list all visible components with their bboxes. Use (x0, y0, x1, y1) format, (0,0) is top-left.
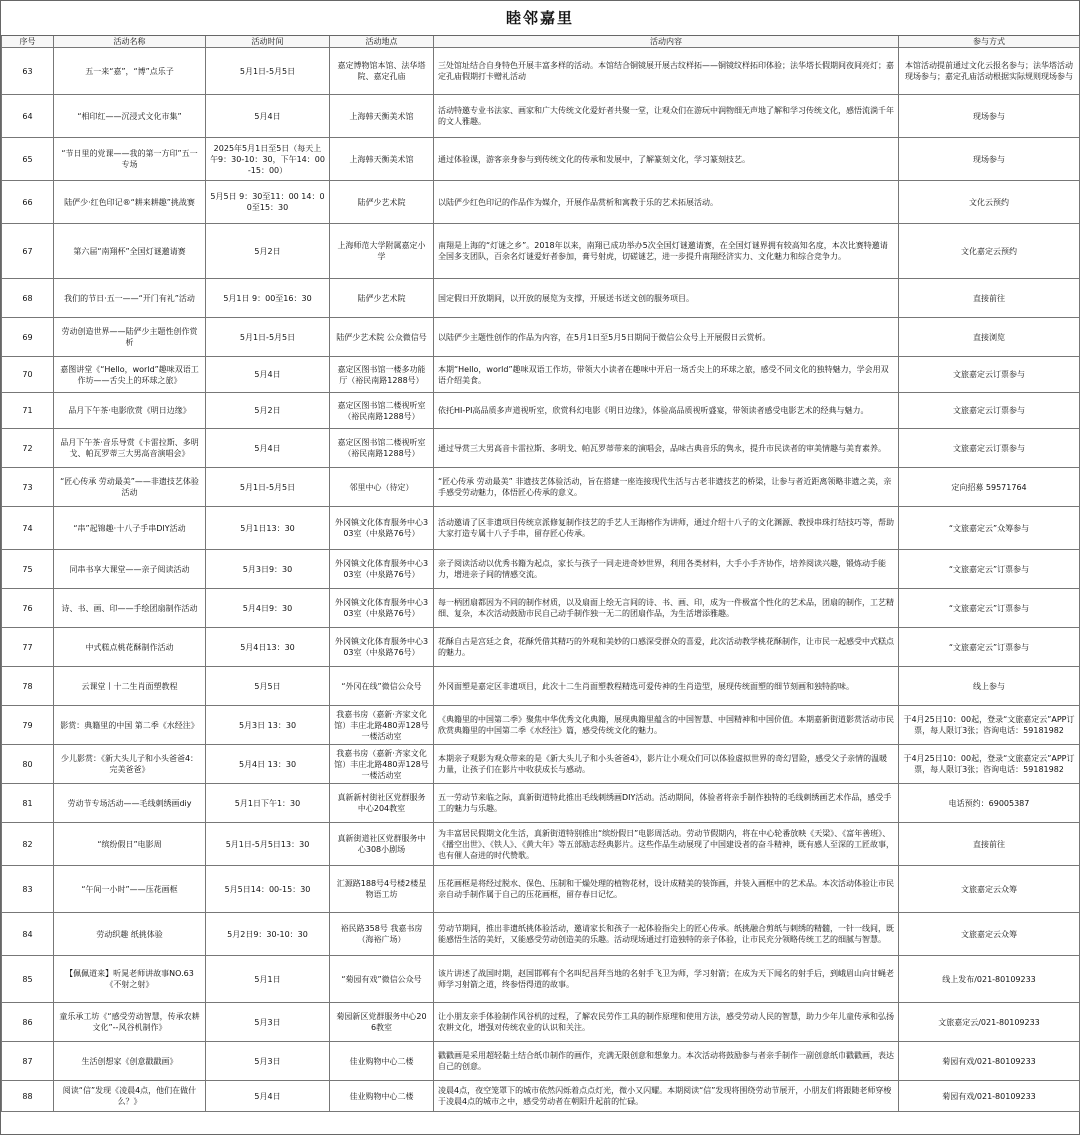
activity-place: 菊园新区党群服务中心206教室 (330, 1003, 434, 1042)
activity-name: “午间一小时”——压花画框 (54, 866, 206, 913)
page-title: 睦邻嘉里 (1, 1, 1079, 36)
activity-place: “外冈在线”微信公众号 (330, 667, 434, 706)
table-row (2, 468, 1080, 507)
activity-time: 5月1日13：30 (206, 507, 330, 550)
header-cell: 活动时间 (206, 36, 330, 48)
table-row (2, 628, 1080, 667)
activity-time: 5月4日 (206, 357, 330, 393)
activity-content: 南翔是上海的“灯谜之乡”。2018年以来，南翔已成功举办5次全国灯谜邀请赛，在全国灯谜界拥有较高知名度，本次比赛特邀请全国多支团队，百余名灯谜爱好者参加，膏号射虎，切磋谜艺，进一步提升南翔经济实力、文化魅力和综合竞争力。 (434, 224, 899, 279)
participation-mode: 于4月25日10：00起，登录“文旅嘉定云”APP订票，每人限订3张；咨询电话：59181982 (899, 706, 1080, 745)
row-number: 85 (2, 956, 54, 1003)
activity-time: 5月1日-5月5日13：30 (206, 823, 330, 866)
activity-content: 外冈面塑是嘉定区非遗项目，此次十二生肖面塑教程精选可爱传神的生肖造型，展现传统面塑的细节刻画和独特韵味。 (434, 667, 899, 706)
table-row (2, 318, 1080, 357)
activity-place: 汇源路188号4号楼2楼星物语工坊 (330, 866, 434, 913)
activity-place: 陆俨少艺术院 (330, 181, 434, 224)
activity-place: 邻里中心（待定） (330, 468, 434, 507)
participation-mode: 定向招募 59571764 (899, 468, 1080, 507)
activity-name: “节日里的党课——我的第一方印”五一专场 (54, 138, 206, 181)
table-row (2, 224, 1080, 279)
participation-mode: 文旅嘉定云众筹 (899, 866, 1080, 913)
activity-table (1, 36, 1080, 1112)
activity-place: “菊园有戏”微信公众号 (330, 956, 434, 1003)
table-row (2, 357, 1080, 393)
row-number: 70 (2, 357, 54, 393)
row-number: 79 (2, 706, 54, 745)
activity-time: 5月2日 (206, 224, 330, 279)
activity-place: 外冈镇文化体育服务中心303室（中泉路76号） (330, 589, 434, 628)
activity-content: 五一劳动节来临之际，真新街道特此推出毛线刺绣画DIY活动。活动期间，体验者将亲手制作独特的毛线刺绣画艺术作品，感受手工的魅力与乐趣。 (434, 784, 899, 823)
participation-mode: 文旅嘉定云订票参与 (899, 357, 1080, 393)
activity-place: 外冈镇文化体育服务中心303室（中泉路76号） (330, 507, 434, 550)
row-number: 86 (2, 1003, 54, 1042)
participation-mode: 文旅嘉定云众筹 (899, 913, 1080, 956)
participation-mode: 直接浏览 (899, 318, 1080, 357)
activity-content: “匠心传承 劳动最美” 非遗技艺体验活动，旨在搭建一座连接现代生活与古老非遗技艺的桥梁，让参与者近距离领略非遗之美，亲手感受劳动魅力，体悟匠心传承的意义。 (434, 468, 899, 507)
table-row (2, 745, 1080, 784)
row-number: 73 (2, 468, 54, 507)
participation-mode: 现场参与 (899, 138, 1080, 181)
table-row (2, 48, 1080, 95)
table-row (2, 279, 1080, 318)
activity-time: 5月4日9：30 (206, 589, 330, 628)
activity-place: 外冈镇文化体育服务中心303室（中泉路76号） (330, 550, 434, 589)
table-row (2, 1042, 1080, 1081)
activity-name: 诗、书、画、印——手绘团扇制作活动 (54, 589, 206, 628)
row-number: 77 (2, 628, 54, 667)
participation-mode: 直接前往 (899, 823, 1080, 866)
activity-time: 5月4日 (206, 429, 330, 468)
activity-time: 5月5日14：00-15：30 (206, 866, 330, 913)
activity-place: 裕民路358号 我嘉书房（海裕广场） (330, 913, 434, 956)
activity-time: 5月1日-5月5日 (206, 318, 330, 357)
table-row (2, 706, 1080, 745)
activity-content: 国定假日开放期间，以开放的展览为支撑，开展送书送文创的服务项目。 (434, 279, 899, 318)
table-row (2, 823, 1080, 866)
participation-mode: 直接前往 (899, 279, 1080, 318)
row-number: 76 (2, 589, 54, 628)
table-row (2, 138, 1080, 181)
activity-place: 上海韩天衡美术馆 (330, 95, 434, 138)
activity-content: 活动特邀专业书法家、画家和广大传统文化爱好者共聚一堂，让观众们在游玩中润物细无声地了解和学习传统文化，感悟流淌千年的文人雅趣。 (434, 95, 899, 138)
activity-place: 我嘉书房（嘉新·齐家文化馆）丰庄北路480弄128号一楼活动室 (330, 706, 434, 745)
activity-content: 让小朋友亲手体验制作风谷机的过程，了解农民劳作工具的制作原理和使用方法，感受劳动人民的智慧，助力少年儿童传承和弘扬农耕文化，增强对传统农业的认识和关注。 (434, 1003, 899, 1042)
activity-name: 嘉图讲堂《“Hello，world”趣味双语工作坊——舌尖上的环球之旅》 (54, 357, 206, 393)
row-number: 78 (2, 667, 54, 706)
activity-time: 5月3日9：30 (206, 550, 330, 589)
row-number: 80 (2, 745, 54, 784)
row-number: 71 (2, 393, 54, 429)
participation-mode: “文旅嘉定云”订票参与 (899, 550, 1080, 589)
participation-mode: 文旅嘉定云订票参与 (899, 429, 1080, 468)
row-number: 68 (2, 279, 54, 318)
activity-place: 陆俨少艺术院 (330, 279, 434, 318)
activity-time: 5月3日 13：30 (206, 706, 330, 745)
activity-time: 5月1日 (206, 956, 330, 1003)
participation-mode: 文化嘉定云预约 (899, 224, 1080, 279)
table-row (2, 429, 1080, 468)
participation-mode: “文旅嘉定云”订票参与 (899, 628, 1080, 667)
activity-place: 陆俨少艺术院 公众微信号 (330, 318, 434, 357)
activity-name: “缤纷假日”电影周 (54, 823, 206, 866)
activity-name: 五一来“嘉”，“博”点乐子 (54, 48, 206, 95)
activity-content: 通过体验课，游客亲身参与到传统文化的传承和发展中，了解篆刻文化，学习篆刻技艺。 (434, 138, 899, 181)
row-number: 67 (2, 224, 54, 279)
activity-name: 同串书享大课堂——亲子阅读活动 (54, 550, 206, 589)
participation-mode: 本馆活动提前通过文化云报名参与；法华塔活动现场参与；嘉定孔庙活动根据实际规则现场参与 (899, 48, 1080, 95)
table-row (2, 1081, 1080, 1112)
row-number: 84 (2, 913, 54, 956)
activity-content: 每一柄团扇都因为不同的制作材质，以及扇面上绘无言间的诗、书、画、印，成为一件极富个性化的艺术品，团扇的制作，工艺精细、复杂，本次活动鼓励市民自己动手制作独一无二的团扇作品，为生活增添雅趣。 (434, 589, 899, 628)
row-number: 88 (2, 1081, 54, 1112)
activity-content: 本期亲子观影为观众带来的是《新大头儿子和小头爸爸4》，影片让小观众们可以体验虚拟世界的奇幻冒险，感受父子亲情的温暖力量，让孩子们在影片中收获成长与感动。 (434, 745, 899, 784)
activity-name: 云课堂丨十二生肖面塑教程 (54, 667, 206, 706)
participation-mode: 文化云预约 (899, 181, 1080, 224)
table-row (2, 667, 1080, 706)
activity-content: 压花画框是将经过脱水、保色、压制和干燥处理的植物花材，设计成精美的装饰画，并装入画框中的艺术品。本次活动体验让市民亲自动手制作属于自己的压花画框，留存春日记忆。 (434, 866, 899, 913)
activity-time: 5月3日 (206, 1042, 330, 1081)
activity-name: 劳动织趣 纸挑体验 (54, 913, 206, 956)
activity-place: 我嘉书房（嘉新·齐家文化馆）丰庄北路480弄128号一楼活动室 (330, 745, 434, 784)
activity-place: 嘉定区图书馆二楼视听室（裕民南路1288号） (330, 429, 434, 468)
activity-content: 凌晨4点，夜空笼罩下的城市依然闪烁着点点灯光，微小又闪耀。本期阅读“信”发现将围绕劳动节展开，小朋友们将跟随老师穿梭于凌晨4点的城市之中，感受劳动者在朝阳升起前的忙碌。 (434, 1081, 899, 1112)
activity-content: 花酥自古是宫廷之食，花酥凭借其精巧的外观和美妙的口感深受群众的喜爱，此次活动教学桃花酥制作，让市民一起感受中式糕点的魅力。 (434, 628, 899, 667)
table-header (2, 36, 1080, 48)
activity-place: 外冈镇文化体育服务中心303室（中泉路76号） (330, 628, 434, 667)
activity-time: 5月5日 (206, 667, 330, 706)
participation-mode: 线上发布/021-80109233 (899, 956, 1080, 1003)
activity-name: 童乐承工坊《“感受劳动智慧，传承农耕文化”--风谷机制作》 (54, 1003, 206, 1042)
activity-content: 三处馆址结合自身特色开展丰富多样的活动。本馆结合铜镜展开展古纹样拓——铜镜纹样拓印体验；法华塔长假期间夜间亮灯；嘉定孔庙假期打卡赠礼活动 (434, 48, 899, 95)
activity-content: 依托HI-PI高品质多声道视听室，欣赏科幻电影《明日边缘》，体验高品质视听盛宴，带领读者感受电影艺术的经典与魅力。 (434, 393, 899, 429)
header-cell: 活动内容 (434, 36, 899, 48)
activity-content: 该片讲述了战国时期，赵国邯郸有个名叫纪昌拜当地的名射手飞卫为师，学习射箭；在成为天下闻名的射手后，到峨眉山向甘蝇老师学习射箭之道，终参悟得道的故事。 (434, 956, 899, 1003)
table-row (2, 181, 1080, 224)
header-cell: 序号 (2, 36, 54, 48)
activity-content: 本期“Hello，world”趣味双语工作坊，带领大小读者在趣味中开启一场舌尖上的环球之旅，感受不同文化的独特魅力，学会用双语介绍美食。 (434, 357, 899, 393)
participation-mode: “文旅嘉定云”订票参与 (899, 589, 1080, 628)
participation-mode: 菊园有戏/021-80109233 (899, 1042, 1080, 1081)
activity-place: 真新街道社区党群服务中心308小剧场 (330, 823, 434, 866)
table-row (2, 913, 1080, 956)
activity-name: 影赏：典籍里的中国 第二季《水经注》 (54, 706, 206, 745)
activity-time: 5月4日 (206, 1081, 330, 1112)
row-number: 66 (2, 181, 54, 224)
header-cell: 活动名称 (54, 36, 206, 48)
participation-mode: 文旅嘉定云订票参与 (899, 393, 1080, 429)
row-number: 64 (2, 95, 54, 138)
row-number: 72 (2, 429, 54, 468)
activity-place: 嘉定区图书馆一楼多功能厅（裕民南路1288号） (330, 357, 434, 393)
activity-name: 【佩佩道来】听晁老师讲故事NO.63《不射之射》 (54, 956, 206, 1003)
header-cell: 活动地点 (330, 36, 434, 48)
participation-mode: 文旅嘉定云/021-80109233 (899, 1003, 1080, 1042)
activity-name: 品月下午茶·音乐导赏《卡雷拉斯、多明戈、帕瓦罗蒂三大男高音演唱会》 (54, 429, 206, 468)
table-row (2, 507, 1080, 550)
activity-place: 嘉定博物馆本馆、法华塔院、嘉定孔庙 (330, 48, 434, 95)
activity-time: 5月3日 (206, 1003, 330, 1042)
activity-name: 陆俨少·红色印记®“耕来耕趣”挑战赛 (54, 181, 206, 224)
row-number: 75 (2, 550, 54, 589)
activity-name: 生活创想家《创意戳戳画》 (54, 1042, 206, 1081)
row-number: 65 (2, 138, 54, 181)
table-row (2, 866, 1080, 913)
activity-name: 少儿影赏：《新大头儿子和小头爸爸4：完美爸爸》 (54, 745, 206, 784)
row-number: 81 (2, 784, 54, 823)
activity-name: “匠心传承 劳动最美”——非遗技艺体验活动 (54, 468, 206, 507)
activity-time: 5月5日 9：30至11：00 14：00至15：30 (206, 181, 330, 224)
activity-time: 5月1日-5月5日 (206, 468, 330, 507)
activity-time: 5月1日-5月5日 (206, 48, 330, 95)
row-number: 74 (2, 507, 54, 550)
activity-name: 中式糕点桃花酥制作活动 (54, 628, 206, 667)
activity-time: 5月2日9：30-10：30 (206, 913, 330, 956)
activity-time: 5月1日下午1：30 (206, 784, 330, 823)
activity-name: 品月下午茶·电影欣赏《明日边缘》 (54, 393, 206, 429)
row-number: 87 (2, 1042, 54, 1081)
activity-content: 劳动节期间，推出非遗纸挑体验活动，邀请家长和孩子一起体验指尖上的匠心传承。纸挑融合剪纸与刺绣的精髓，一针一线间，既能感悟生活的美好，又能感受劳动创造美的乐趣。活动现场通过打造独特的亲子体验，让市民充分领略传统工艺的细腻与智慧。 (434, 913, 899, 956)
participation-mode: “文旅嘉定云”众筹参与 (899, 507, 1080, 550)
activity-content: 《典籍里的中国第二季》聚焦中华优秀文化典籍，展现典籍里蕴含的中国智慧、中国精神和中国价值。本期嘉新街道影赏活动市民欣赏典籍里的中国第二季《水经注》篇，感受传统文化的魅力。 (434, 706, 899, 745)
activity-name: 劳动节专场活动——毛线刺绣画diy (54, 784, 206, 823)
participation-mode: 现场参与 (899, 95, 1080, 138)
activity-name: “串”起锦趣·十八子手串DIY活动 (54, 507, 206, 550)
activity-time: 5月1日 9：00至16：30 (206, 279, 330, 318)
activity-content: 以陆俨少主题性创作的作品为内容，在5月1日至5月5日期间于微信公众号上开展假日云赏析。 (434, 318, 899, 357)
activity-content: 以陆俨少红色印记的作品作为媒介，开展作品赏析和寓教于乐的艺术拓展活动。 (434, 181, 899, 224)
activity-time: 5月4日 (206, 95, 330, 138)
activity-place: 真新新村街社区党群服务中心204教室 (330, 784, 434, 823)
activity-time: 5月2日 (206, 393, 330, 429)
activity-content: 戳戳画是采用超轻黏土结合纸巾制作的画作，充满无限创意和想象力。本次活动将鼓励参与者亲手制作一副创意纸巾戳戳画，表达自己的创意。 (434, 1042, 899, 1081)
activity-name: 第六届“南翔杯”全国灯谜邀请赛 (54, 224, 206, 279)
activity-content: 活动邀请了区非遗项目传统京派修复制作技艺的手艺人王海榕作为讲师，通过介绍十八子的文化渊源、教授串珠打结技巧等，帮助大家打造专属十八子手串，留存匠心传承。 (434, 507, 899, 550)
table-row (2, 393, 1080, 429)
table-row (2, 550, 1080, 589)
table-row (2, 1003, 1080, 1042)
activity-place: 嘉定区图书馆二楼视听室（裕民南路1288号） (330, 393, 434, 429)
participation-mode: 菊园有戏/021-80109233 (899, 1081, 1080, 1112)
activity-place: 上海师范大学附属嘉定小学 (330, 224, 434, 279)
table-row (2, 784, 1080, 823)
table-row (2, 95, 1080, 138)
activity-name: 劳动创造世界——陆俨少主题性创作赏析 (54, 318, 206, 357)
header-cell: 参与方式 (899, 36, 1080, 48)
participation-mode: 电话预约：69005387 (899, 784, 1080, 823)
activity-time: 2025年5月1日至5日（每天上午9：30-10：30，下午14：00-15：00） (206, 138, 330, 181)
participation-mode: 线上参与 (899, 667, 1080, 706)
activity-content: 为丰富居民假期文化生活，真新街道特别推出“缤纷假日”电影周活动。劳动节假期内，将在中心轮番放映《天梁》、《富年善班》、《播空出世》、《铁人》、《黄大年》等五部励志经典影片。这些作品生动展现了中国建设者的奋斗精神，既有感人至深的工匠故事，也有催人奋进的时代赞歌。 (434, 823, 899, 866)
participation-mode: 于4月25日10：00起，登录“文旅嘉定云”APP订票，每人限订3张；咨询电话：59181982 (899, 745, 1080, 784)
table-body (2, 48, 1080, 1112)
row-number: 83 (2, 866, 54, 913)
activity-time: 5月4日 13：30 (206, 745, 330, 784)
activity-place: 佳业购物中心二楼 (330, 1042, 434, 1081)
activity-content: 亲子阅读活动以优秀书籍为起点，家长与孩子一同走进奇妙世界，利用各类材料，大手小手齐协作，培养阅读兴趣，锻炼动手能力，增进亲子间的情感交流。 (434, 550, 899, 589)
activity-name: “相印红——沉浸式文化市集” (54, 95, 206, 138)
activity-place: 上海韩天衡美术馆 (330, 138, 434, 181)
activity-content: 通过导赏三大男高音卡雷拉斯、多明戈、帕瓦罗蒂带来的演唱会，品味古典音乐的隽永，提升市民读者的审美情趣与美育素养。 (434, 429, 899, 468)
activity-name: 我们的节日·五一——“开门有礼”活动 (54, 279, 206, 318)
table-row (2, 956, 1080, 1003)
row-number: 69 (2, 318, 54, 357)
row-number: 63 (2, 48, 54, 95)
activity-name: 阅读“信”发现《凌晨4点，他们在做什么？》 (54, 1081, 206, 1112)
activity-time: 5月4日13：30 (206, 628, 330, 667)
activity-place: 佳业购物中心二楼 (330, 1081, 434, 1112)
row-number: 82 (2, 823, 54, 866)
table-row (2, 589, 1080, 628)
